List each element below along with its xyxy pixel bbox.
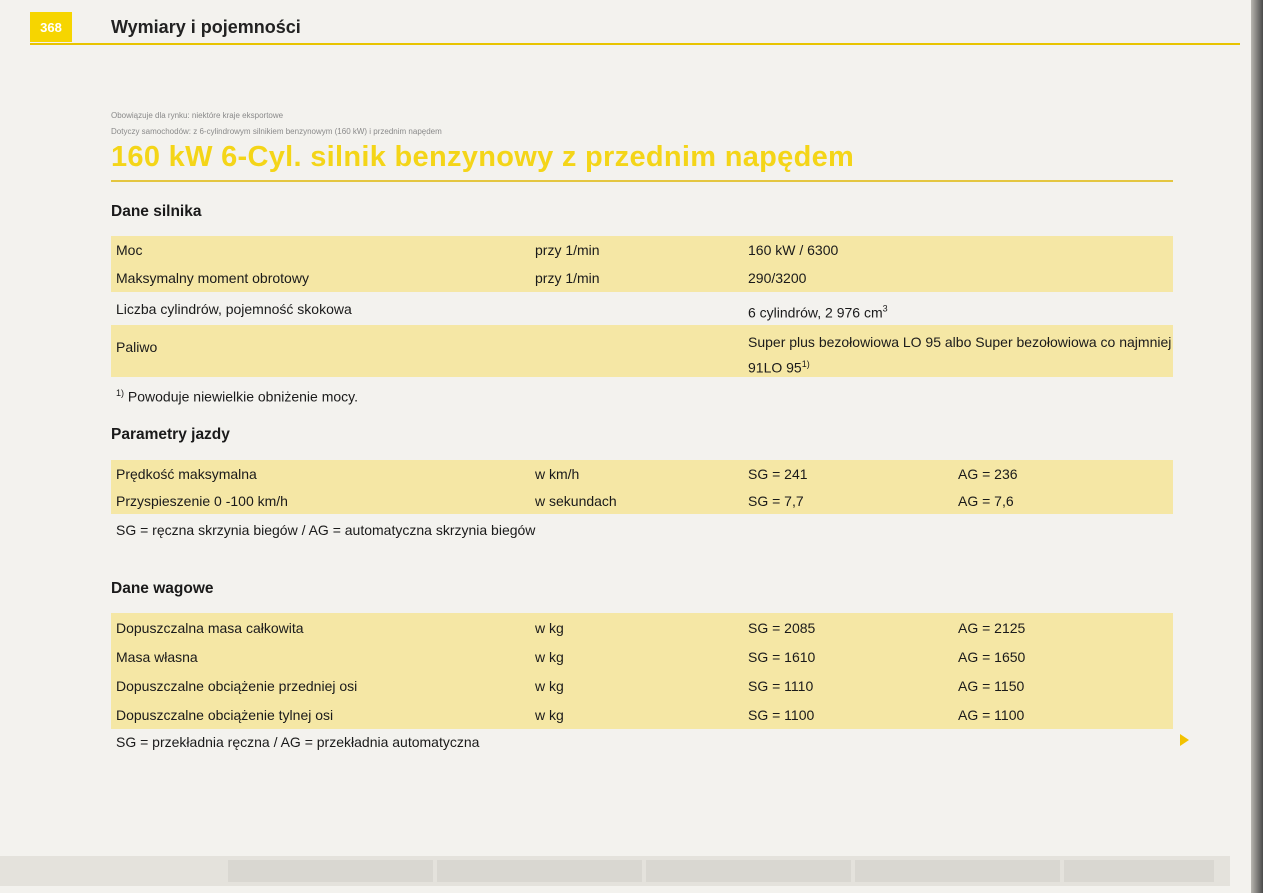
- applicability-note-market: Obowiązuje dla rynku: niektóre kraje eksportowe: [111, 111, 284, 120]
- row-value-automatic: AG = 1650: [958, 648, 1026, 665]
- row-value-automatic: AG = 1100: [958, 706, 1025, 723]
- footnote: $^{1)}$ Powoduje niewielkie obniżenie mocy.: [116, 388, 358, 405]
- header-title: Wymiary i pojemności: [111, 17, 301, 37]
- row-label: Dopuszczalne obciążenie tylnej osi: [116, 706, 334, 723]
- row-value-automatic: AG = 236: [958, 465, 1018, 482]
- table-row: [111, 487, 1173, 514]
- table-row: [111, 671, 1173, 700]
- row-label: Liczba cylindrów, pojemność skokowa: [116, 300, 352, 317]
- page-binding-edge: [1251, 0, 1263, 893]
- row-label: Paliwo: [116, 339, 158, 355]
- tab-placeholder: [437, 860, 642, 882]
- title-divider: [111, 180, 1173, 182]
- row-unit: w sekundach: [535, 492, 617, 509]
- section-title-weights: Dane wagowe: [111, 580, 214, 597]
- row-label: Przyspieszenie 0 -100 km/h: [116, 492, 288, 509]
- tab-placeholder: [855, 860, 1060, 882]
- transmission-legend: SG = przekładnia ręczna / AG = przekładnia automatyczna: [116, 734, 480, 750]
- row-value: Super plus bezołowiowa LO 95 albo Super bezołowiowa co najmniej 91LO 95$^{1)}$: [748, 334, 1172, 376]
- row-label: Prędkość maksymalna: [116, 465, 257, 482]
- table-row: [111, 264, 1173, 292]
- row-label: Dopuszczalna masa całkowita: [116, 619, 304, 636]
- bottom-tab-strip: [0, 856, 1230, 886]
- tab-placeholder: [228, 860, 433, 882]
- row-value: 160 kW / 6300: [748, 242, 839, 258]
- row-value-automatic: AG = 1150: [958, 677, 1025, 694]
- row-unit: w kg: [535, 677, 564, 694]
- row-label: Moc: [116, 242, 143, 258]
- applicability-note-vehicle: Dotyczy samochodów: z 6-cylindrowym silnikiem benzynowym (160 kW) i przednim napędem: [111, 127, 442, 136]
- row-unit: przy 1/min: [535, 242, 600, 258]
- section-title-engine: Dane silnika: [111, 203, 202, 220]
- table-row: [111, 325, 1173, 377]
- row-value-manual: SG = 1110: [748, 677, 814, 694]
- row-unit: przy 1/min: [535, 270, 600, 286]
- row-value-automatic: AG = 2125: [958, 619, 1026, 636]
- tab-placeholder: [646, 860, 851, 882]
- page-number: 368: [30, 12, 72, 42]
- row-value-manual: SG = 241: [748, 465, 808, 482]
- row-value: 6 cylindrów, 2 976 $cm^3$: [748, 303, 888, 321]
- row-value: 290/3200: [748, 270, 807, 286]
- row-unit: w km/h: [535, 465, 580, 482]
- row-value-manual: SG = 1610: [748, 648, 816, 665]
- continue-arrow-icon: [1180, 734, 1189, 746]
- table-row: [111, 236, 1173, 264]
- table-row: [111, 613, 1173, 642]
- table-row: [111, 292, 1173, 325]
- section-title-driving: Parametry jazdy: [111, 426, 230, 443]
- table-row: [111, 460, 1173, 487]
- header-divider: [30, 43, 1240, 45]
- table-row: [111, 642, 1173, 671]
- row-unit: w kg: [535, 648, 564, 665]
- row-label: Maksymalny moment obrotowy: [116, 270, 309, 286]
- page-title: 160 kW 6-Cyl. silnik benzynowy z przednim napędem: [111, 141, 855, 173]
- row-unit: w kg: [535, 619, 564, 636]
- row-label: Masa własna: [116, 648, 198, 665]
- row-value-automatic: AG = 7,6: [958, 492, 1014, 509]
- row-value-manual: SG = 7,7: [748, 492, 804, 509]
- row-value-manual: SG = 2085: [748, 619, 816, 636]
- table-row: [111, 700, 1173, 729]
- row-unit: w kg: [535, 706, 564, 723]
- tab-placeholder: [1064, 860, 1214, 882]
- row-value-manual: SG = 1100: [748, 706, 815, 723]
- gearbox-legend: SG = ręczna skrzynia biegów / AG = automatyczna skrzynia biegów: [116, 522, 536, 538]
- row-label: Dopuszczalne obciążenie przedniej osi: [116, 677, 358, 694]
